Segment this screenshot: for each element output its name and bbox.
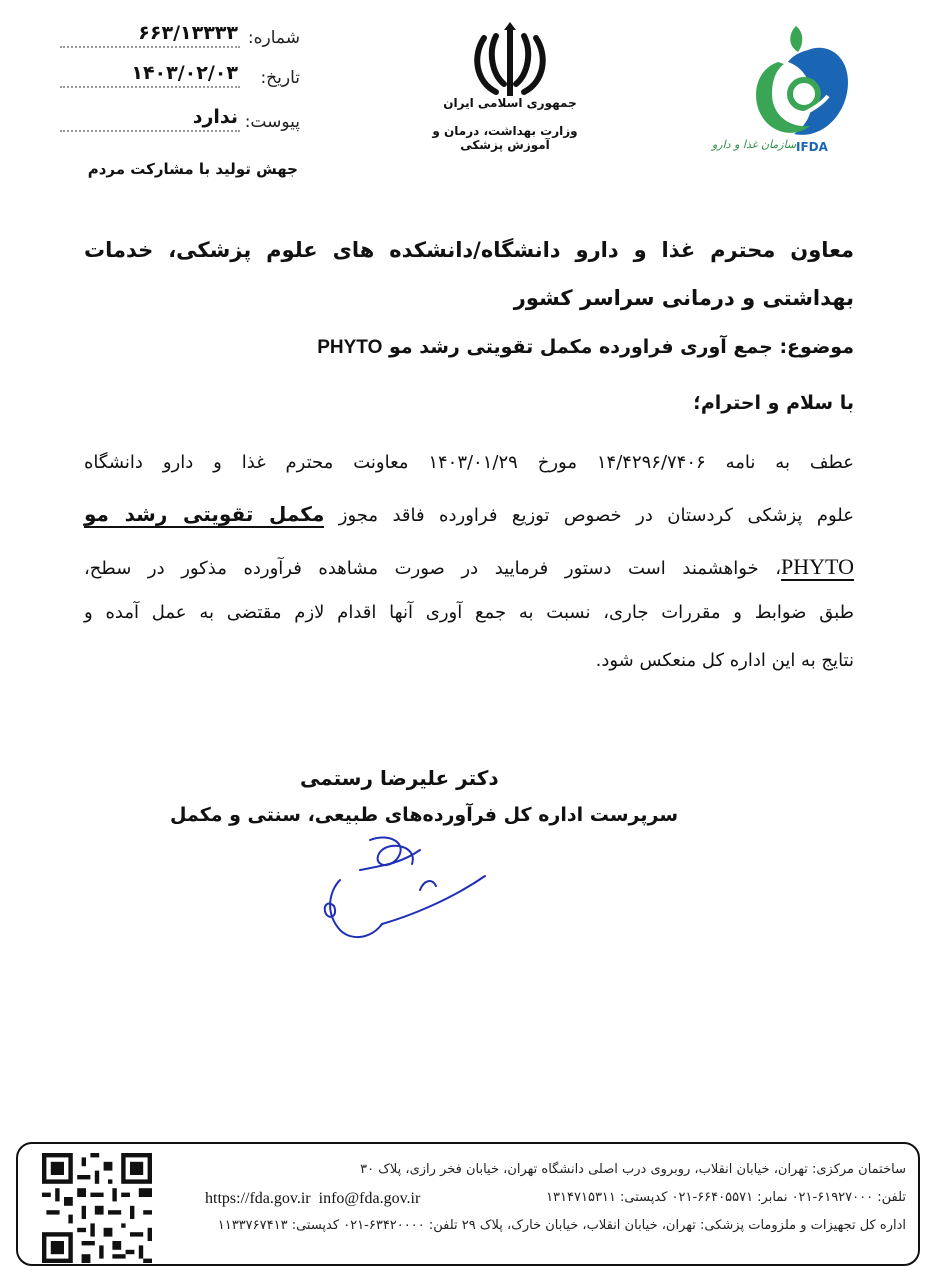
handwritten-signature [300,820,500,950]
footer-web [205,1190,420,1208]
letter-date-label: تاریخ: [260,68,300,88]
letter-number-value: ۶۶۳/۱۳۳۳۳ [138,22,238,44]
letter-number-label: شماره: [247,28,300,48]
letter-subject-product: PHYTO [317,337,383,358]
body-paragraph-line [84,554,854,580]
emblem-caption-country: جمهوری اسلامی ایران [443,96,577,110]
letter-date-value: ۱۴۰۳/۰۲/۰۳ [131,62,238,84]
body-text: علوم پزشکی کردستان در خصوص توزیع فراورده فاقد مجوز [338,505,854,526]
ifda-name-en: IFDA [796,140,828,154]
letter-greeting: با سلام و احترام؛ [693,392,854,414]
product-brand-highlight: PHYTO [781,554,854,579]
letter-subject [317,336,854,359]
ifda-name-fa: سازمان غذا و دارو [712,138,797,151]
dotted-line [60,130,240,132]
letter-attachment-value: ندارد [192,106,238,128]
letter-subject-text: موضوع: جمع آوری فراورده مکمل تقویتی رشد مو [388,336,854,358]
website-link[interactable]: https://fda.gov.ir [205,1190,311,1207]
footer-equipment-office: اداره کل تجهیزات و ملزومات پزشکی: تهران، خیابان انقلاب، خیابان خارک، پلاک ۲۹ تلفن: ۶۳۴۲۰۰۰۰-۰۲۱ کدپستی: ۱۱۳۳۷۶۷۴۱۳ [217,1218,906,1233]
body-paragraph-line: نتایج به این اداره کل منعکس شود. [595,650,854,671]
qr-code-icon [36,1153,158,1263]
body-text: ، خواهشمند است دستور فرمایید در صورت مشاهده فرآورده مذکور در سطح، [84,558,782,579]
letter-number-row [60,22,300,52]
letter-attachment-label: پیوست: [244,112,300,132]
body-paragraph-line [84,502,854,526]
letter-date-row [60,62,300,92]
motto-text: جهش تولید با مشارکت مردم [87,160,298,178]
body-paragraph-line: عطف به نامه ۱۴/۴۲۹۶/۷۴۰۶ مورخ ۱۴۰۳/۰۱/۲۹ معاونت محترم غذا و دارو دانشگاه [84,452,854,473]
emblem-caption-ministry: وزارت بهداشت، درمان و آموزش پزشکی [432,124,578,152]
ifda-logo-icon [748,22,858,152]
iran-emblem-icon [470,22,550,100]
footer-address: ساختمان مرکزی: تهران، خیابان انقلاب، روبروی درب اصلی دانشگاه تهران، خیابان فخر رازی، پلاک ۳۰ [360,1162,906,1177]
product-name-highlight: مکمل تقویتی رشد مو [84,502,325,526]
dotted-line [60,46,240,48]
signatory-title: سرپرست اداره کل فرآورده‌های طبیعی، سنتی و مکمل [170,804,679,826]
letter-recipient: معاون محترم غذا و دارو دانشگاه/دانشکده های علوم پزشکی، خدمات بهداشتی و درمانی سراسر کشور [84,238,854,310]
dotted-line [60,86,240,88]
signatory-name: دکتر علیرضا رستمی [300,766,499,790]
email-link[interactable]: info@fda.gov.ir [318,1190,421,1207]
letter-attachment-row [60,106,300,136]
body-paragraph-line: طبق ضوابط و مقررات جاری، نسبت به جمع آوری آنها اقدام لازم مقتضی به عمل آمده و [84,602,854,623]
footer-contact: تلفن: ۶۱۹۲۷۰۰۰-۰۲۱ نمابر: ۶۶۴۰۵۵۷۱-۰۲۱ کدپستی: ۱۳۱۴۷۱۵۳۱۱ [546,1190,906,1205]
